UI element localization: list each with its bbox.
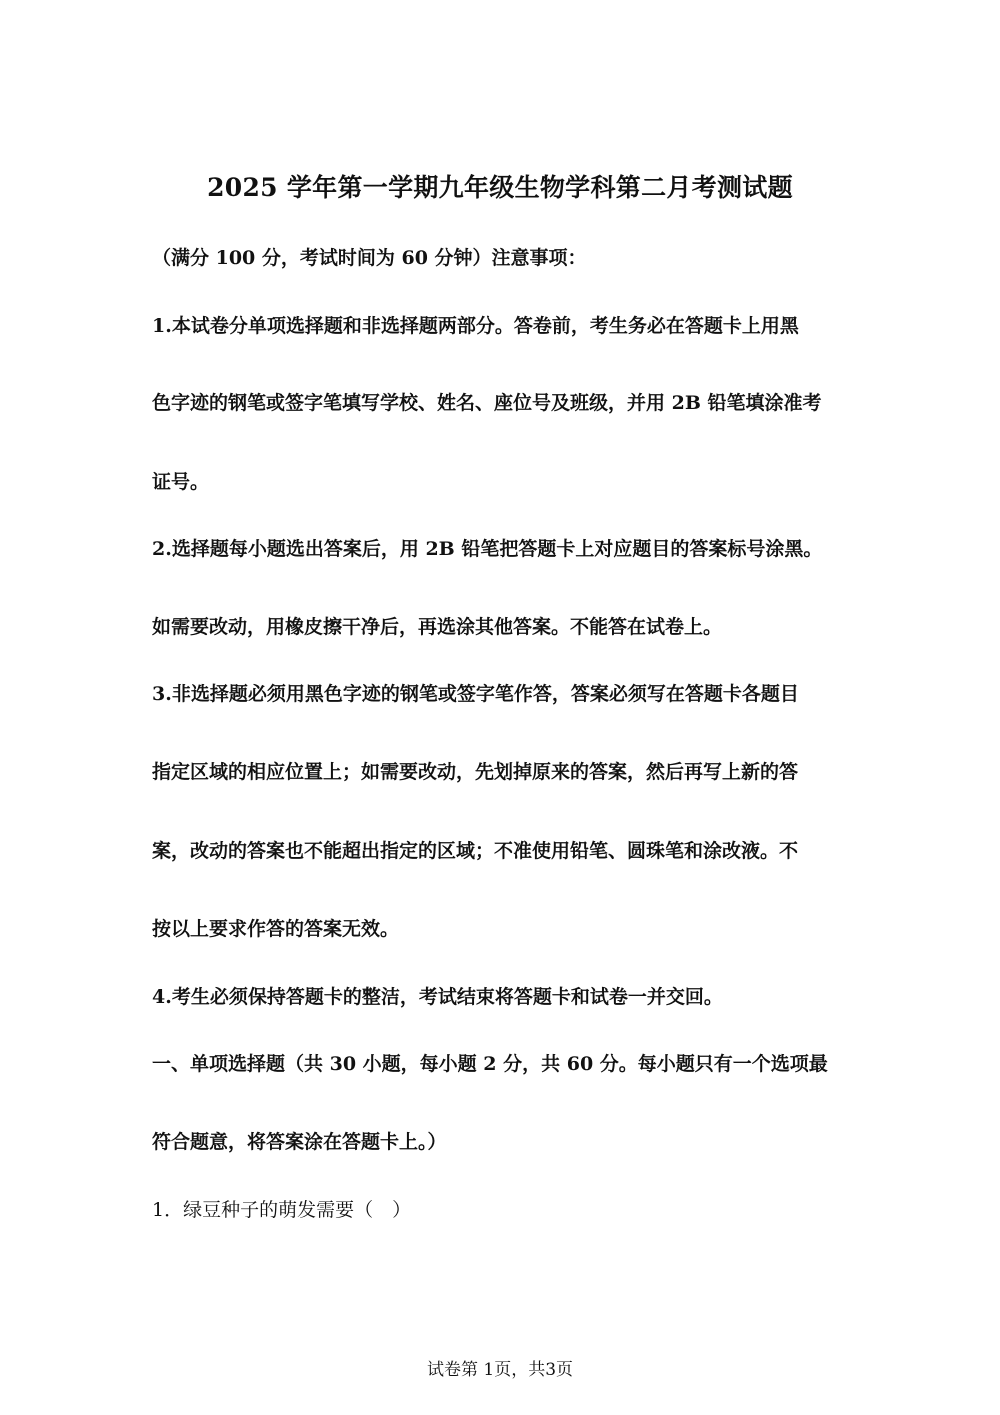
- section-heading: 符合题意，将答案涂在答题卡上。）: [152, 1131, 447, 1153]
- section-heading: 一、单项选择题（共 30 小题，每小题 2 分，共 60 分。每小题只有一个选项最: [152, 1053, 828, 1075]
- notice-header: （满分 100 分，考试时间为 60 分钟）注意事项：: [152, 247, 587, 269]
- page-title: 2025 学年第一学期九年级生物学科第二月考测试题: [207, 173, 793, 202]
- instruction-line: 按以上要求作答的答案无效。: [152, 918, 400, 940]
- instruction-line: 3.非选择题必须用黑色字迹的钢笔或签字笔作答，答案必须写在答题卡各题目: [152, 683, 799, 705]
- instruction-line: 案，改动的答案也不能超出指定的区域；不准使用铅笔、圆珠笔和涂改液。不: [152, 840, 799, 862]
- instruction-line: 指定区域的相应位置上；如需要改动，先划掉原来的答案，然后再写上新的答: [152, 761, 799, 783]
- instruction-line: 如需要改动，用橡皮擦干净后，再选涂其他答案。不能答在试卷上。: [152, 616, 723, 638]
- instruction-line: 4.考生必须保持答题卡的整洁，考试结束将答题卡和试卷一并交回。: [152, 986, 723, 1008]
- instruction-line: 色字迹的钢笔或签字笔填写学校、姓名、座位号及班级，并用 2B 铅笔填涂准考: [152, 392, 822, 414]
- question-1: 1．绿豆种子的萌发需要（ ）: [152, 1199, 412, 1221]
- page-footer: 试卷第 1页，共3页: [426, 1360, 574, 1380]
- instruction-line: 证号。: [152, 471, 210, 493]
- instruction-line: 2.选择题每小题选出答案后，用 2B 铅笔把答题卡上对应题目的答案标号涂黑。: [152, 538, 823, 560]
- instruction-line: 1.本试卷分单项选择题和非选择题两部分。答卷前，考生务必在答题卡上用黑: [152, 315, 799, 337]
